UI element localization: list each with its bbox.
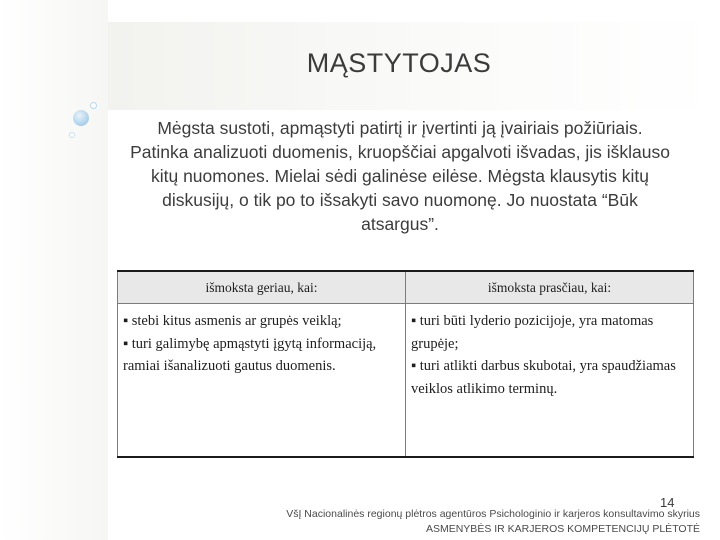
list-item: ▪ turi atlikti darbus skubotai, yra spaudžiamas veiklos atlikimo terminų. [411,358,676,397]
list-item: ▪ turi būti lyderio pozicijoje, yra matomas grupėje; [411,313,654,352]
slide-description: Mėgsta sustoti, apmąstyti patirtį ir įvertinti ją įvairiais požiūriais. Patinka analizuoti duomenis, kruopščiai apgalvoti išvadas, jis išklauso kitų nuomones. Mielai sėdi galinėse eilėse. Mėgsta klausytis kitų diskusijų, o tik po to išsakyti savo nuomonę. Jo nuostata “Būk atsargus”. [130,118,670,234]
footer-organization: VšĮ Nacionalinės regionų plėtros agentūros Psichologinio ir karjeros konsultavimo skyrius [286,508,700,520]
table-row [118,304,694,458]
footer-project: ASMENYBĖS IR KARJEROS KOMPETENCIJŲ PLĖTOTĖ [425,523,700,535]
decorative-bubble-icon [73,110,89,126]
list-item: ▪ stebi kitus asmenis ar grupės veiklą; [123,313,342,329]
header-learns-worse: išmoksta prasčiau, kai: [406,271,694,304]
header-learns-better: išmoksta geriau, kai: [118,271,406,304]
table-header-row [118,271,694,304]
learns-worse-cell [406,304,694,458]
decorative-bubble-small-icon [90,102,97,109]
page-number: 14 [660,495,675,510]
decorative-bubble-tiny-icon [69,132,75,138]
list-item: ▪ turi galimybę apmąstyti įgytą informaciją, ramiai išanalizuoti gautus duomenis. [123,335,377,374]
left-background-shade [0,0,108,540]
slide-title: MĄSTYTOJAS [306,48,492,78]
learns-better-cell [118,304,406,458]
learning-conditions-table [117,270,694,458]
